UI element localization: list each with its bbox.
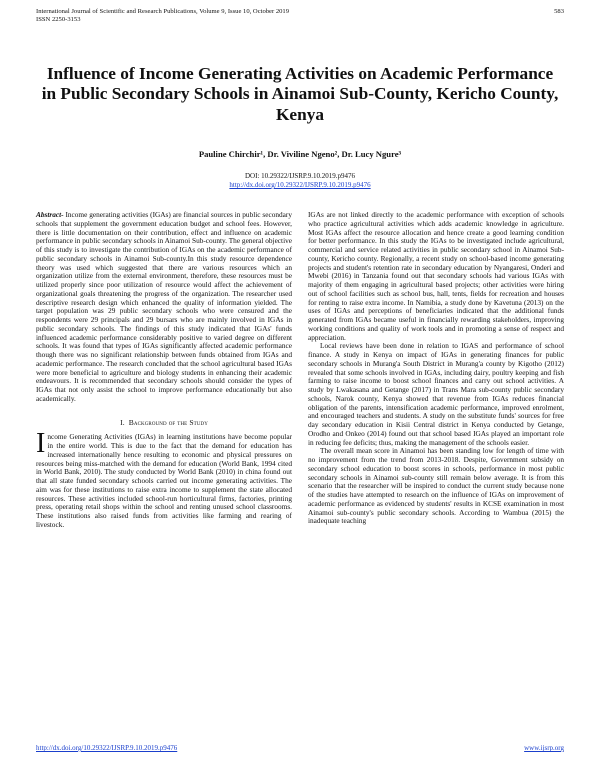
doi-label: DOI: 10.29322/IJSRP.9.10.2019.p9476 <box>244 172 356 180</box>
doi-block <box>40 172 560 190</box>
intro-text: ncome Generating Activities (IGAs) in learning institutions have become popular in the entire world. This is due to the fact that the demand for education has increased internationally hence resulting to economic and physical pressures on resources being miss-matched with the demand for education (World Bank, 1994 cited in World Bank, 2010). The study conducted by World Bank (2010) in china found out that all state funded secondary schools carried out income generating activities. The aim was for these institutions to raise extra income to supplement the state allocated resources. These activities included school-run horticultural firms, factories, printing press, operating retail shops within the school and renting unused school classrooms. These institutions also raised funds from activities like farming and rearing of livestock. <box>36 432 292 529</box>
right-column <box>308 211 564 526</box>
journal-name: International Journal of Scientific and Research Publications, Volume 9, Issue 10, October 2019 <box>36 8 290 15</box>
paper-title: Influence of Income Generating Activities on Academic Performance in Public Secondary Schools in Ainamoi Sub-County, Kericho County, Kenya <box>41 64 559 124</box>
intro-paragraph <box>36 428 292 529</box>
paragraph-1: IGAs are not linked directly to the academic performance with exception of schools who practice agricultural activities which adds academic knowledge in agriculture. Most IGAs affect the resource allocation and hence create a good learning condition for better performance. In this study the IGAs to be investigated include agricultural, commercial and service related activities in public secondary school in Ainamoi Sub-county, Kericho county. Regionally, a recent study on school-based income generating projects and student's retention rate in secondary education by Nyangaresi, Onderi and Mwebi (2016) in Tanzania found out that secondary schools had various IGAs with majority of them engaging in agricultural based projects; other activities were hiring out of school facilities such as school bus, hall, tents, fields for recreation and houses for renting to raise extra income. In Namibia, a study done by Kavetuna (2013) on the uses of IGAs and perceptions of beneficiaries indicated that the additional funds generated from IGAs became useful in financially rewarding stakeholders, improving working conditions and quality of work tools and in promoting a sense of respect and appreciation. <box>308 210 564 342</box>
footer-doi-link[interactable]: http://dx.doi.org/10.29322/IJSRP.9.10.2019.p9476 <box>36 744 178 752</box>
section-numeral: I. <box>120 417 125 427</box>
doi-link[interactable]: http://dx.doi.org/10.29322/IJSRP.9.10.2019.p9476 <box>229 181 371 189</box>
footer-site-link[interactable]: www.ijsrp.org <box>524 744 564 752</box>
paragraph-2: Local reviews have been done in relation to IGAS and performance of school finance. A study in Kenya on impact of IGAs in generating finances for public secondary schools in Murang'a South District in Murang'a county by Kigotho (2012) revealed that some schools involved in IGAs, including dairy, poultry keeping and fish farming to raise income to boost school finances and carry out school activities. A study by Lwakasana and Getange (2017) in Trans Mara sub-county public secondary schools, Narok county, Kenya showed that revenue from IGAs reduces financial obligation of the parents, intensification academic performance, improved enrolment, and encouraged teachers and students. A study on the substitute funds' sources for free day secondary education in Kisii Central district in Kenya conducted by Getange, Orodho and Onkeo (2014) found out that school based IGAs played an important role in reducing fee deficits; thus, making the management of the schools easier. <box>308 341 564 447</box>
paragraph-3: The overall mean score in Ainamoi has been standing low for length of time with no improvement from the trend from 2013-2018. Despite, Government subsidy on secondary school education to boost scores in schools, performance in most public secondary schools in Ainamoi sub-county still remain below average. It is from this scenario that the researcher will be inspired to conduct the current study because none of the studies have attempted to research on the influence of IGAs on improvement of academic performance as evidenced by students' results in KCSE examination in most Ainamoi sub-county's public secondary schools. According to Wambua (2015) the inadequate teaching <box>308 446 564 526</box>
abstract-label: Abstract- <box>36 210 64 219</box>
section-title: Background of the Study <box>128 417 208 427</box>
drop-cap: I <box>36 428 46 460</box>
page-number: 583 <box>554 8 564 15</box>
author-list: Pauline Chirchir¹, Dr. Viviline Ngeno², Dr. Lucy Ngure³ <box>198 149 402 159</box>
running-header <box>36 8 564 24</box>
abstract <box>36 211 292 404</box>
page-footer <box>36 744 564 753</box>
abstract-text: Income generating activities (IGAs) are financial sources in public secondary schools that supplement the government education budget and school fees. However, there is little documentation on their contribution, effect and influence on academic performance in public secondary schools in Ainamoi Sub-county. The general objective of this study is to investigate the contribution of IGAs on the academic performance of public secondary schools in Ainamoi Sub-county.In this study resource dependence theory was used which suggested that there are various resources which an organization utilize from the external environment, therefore, these resources must be utilized properly since poor utilization of resource would affect the achievement of organizational goals threatening the progress of the organization. The researcher used descriptive research design which enhanced the quality of information yielded. The target population was 29 public secondary schools who were censured and the respondents were 29 principals and 29 bursars who are mainly involved in IGAs in public secondary schools. The findings of this study indicated that IGAs' funds influenced academic performance considerably positive to varied degree on different schools. It was found that types of IGAs significantly affected academic performance though there was no significant relationship between funds obtained from IGAs and academic performance. The research concluded that the school agricultural based IGAs were more beneficial to agriculture and biology students in enhancing their academic endeavours. It is recommended that secondary schools should consider the types of IGAs that not only assist the school to improve performance educationally but also academically. <box>36 210 292 403</box>
issn: ISSN 2250-3153 <box>36 16 81 23</box>
left-column <box>36 211 292 530</box>
section-heading <box>36 419 292 428</box>
